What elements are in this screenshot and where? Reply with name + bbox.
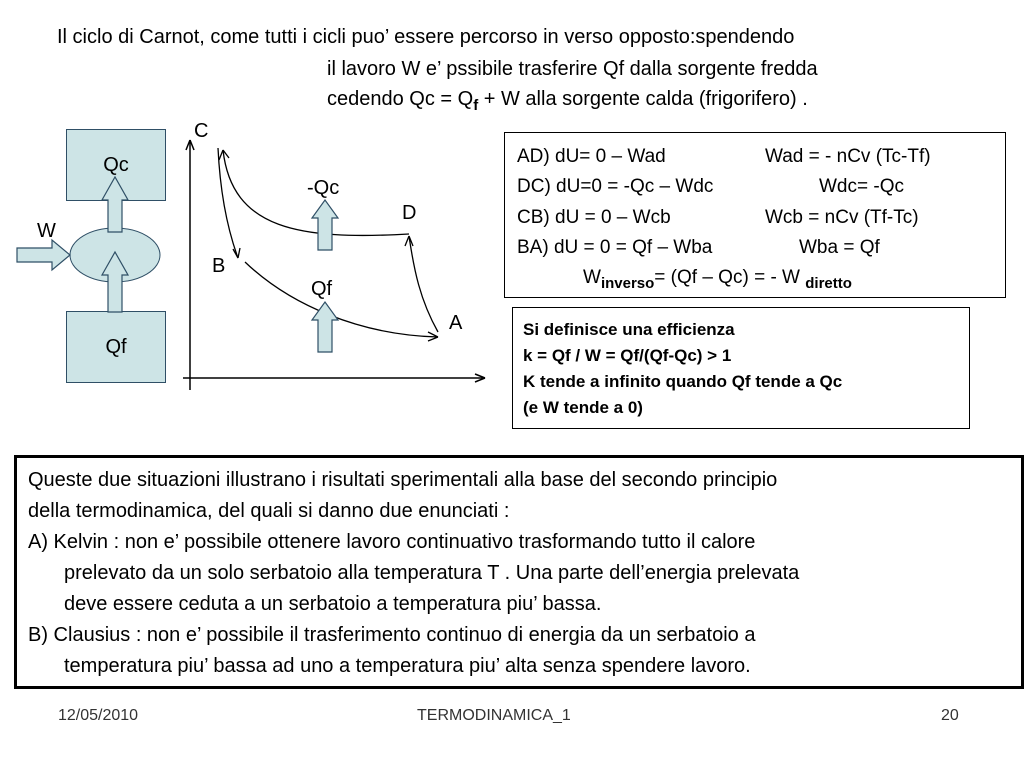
intro-line-3-pre: cedendo Qc = Q [327,88,474,110]
intro-line-3-post: + W alla sorgente calda (frigorifero) . [478,88,808,110]
equation-left: CB) dU = 0 – Wcb [517,207,671,228]
work-equation: = (Qf – Qc) = - W [654,267,806,288]
equation-left: DC) dU=0 = -Qc – Wdc [517,176,714,197]
equation-right: Wcb = nCv (Tf-Tc) [765,207,919,228]
clausius-line-1: B) Clausius : non e’ possibile il trasferimento continuo di energia da un serbatoio a [28,624,756,646]
efficiency-line: (e W tende a 0) [523,398,643,417]
adiabat-ad [409,236,438,332]
footer-title: TERMODINAMICA_1 [417,707,571,724]
kelvin-line-3: deve essere ceduta a un serbatoio a temperatura piu’ bassa. [64,593,602,615]
kelvin-line-1: A) Kelvin : non e’ possibile ottenere lavoro continuativo trasformando tutto il calore [28,531,756,553]
efficiency-line: K tende a infinito quando Qf tende a Qc [523,372,843,391]
work-symbol: W [583,267,601,288]
cold-reservoir-label: Qf [105,335,127,358]
equation-row [517,204,919,232]
efficiency-line: Si definisce una efficienza [523,320,735,339]
heat-hot-arrow [312,200,338,250]
hot-reservoir-label: Qc [103,153,129,176]
point-c-label: C [194,120,209,142]
efficiency-line: k = Qf / W = Qf/(Qf-Qc) > 1 [523,346,732,365]
intro-subscript-f: f [473,97,479,114]
equation-row-work [583,264,852,292]
isotherm-cold [245,262,438,337]
heat-cold-label: Qf [311,278,333,300]
equation-right: Wdc= -Qc [819,176,904,197]
subscript-diretto: diretto [805,275,852,292]
efficiency-box [512,307,970,429]
adiabat-cb [218,148,238,258]
equation-right: Wad = - nCv (Tc-Tf) [765,146,931,167]
intro-line-1: Il ciclo di Carnot, come tutti i cicli puo’ essere percorso in verso opposto:spendendo [57,26,795,48]
equation-right: Wba = Qf [799,237,880,258]
equation-left: BA) dU = 0 = Qf – Wba [517,237,713,258]
equation-row [517,234,880,262]
footer-page-number: 20 [941,707,959,724]
work-label: W [37,220,56,242]
subscript-inverso: inverso [600,275,655,292]
equations-box [504,132,1006,298]
equation-row [517,143,931,171]
clausius-line-2: temperatura piu’ bassa ad uno a temperatura piu’ alta senza spendere lavoro. [64,655,751,677]
point-b-label: B [212,255,226,277]
point-a-label: A [449,312,463,334]
equation-row [517,173,904,201]
intro-line-2: il lavoro W e’ pssibile trasferire Qf dalla sorgente fredda [327,58,818,80]
principle-intro-line-2: della termodinamica, del quali si danno due enunciati : [28,500,510,522]
footer-date: 12/05/2010 [58,707,139,724]
second-principle-box [14,455,1024,689]
point-d-label: D [402,202,417,224]
heat-hot-label: -Qc [307,177,340,199]
kelvin-line-2: prelevato da un solo serbatoio alla temperatura T . Una parte dell’energia prelevata [64,562,800,584]
equation-left: AD) dU= 0 – Wad [517,146,666,167]
principle-intro-line-1: Queste due situazioni illustrano i risultati sperimentali alla base del secondo principio [28,469,778,491]
cycle-graphic [0,0,500,400]
